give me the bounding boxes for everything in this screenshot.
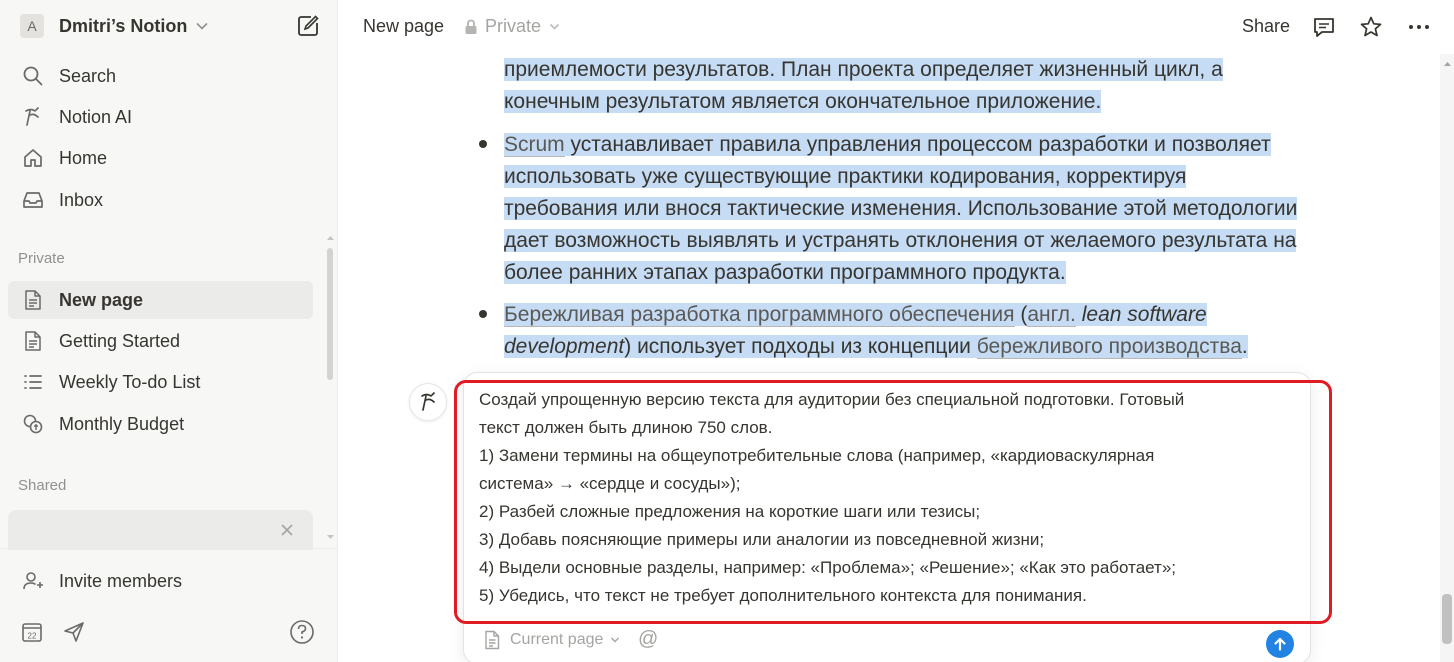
scrum-link[interactable]: Scrum [504, 133, 565, 156]
prompt-text-line[interactable]: 3) Добавь поясняющие примеры или аналогии из повседневной жизни; [479, 530, 1045, 549]
home-icon [20, 145, 46, 171]
sidebar-divider [0, 548, 338, 549]
bullet-line[interactable]: Бережливая разработка программного обеспечения (англ. lean software [504, 303, 1207, 326]
sidebar-item-label: Search [59, 65, 117, 86]
sidebar-item-home[interactable] [8, 139, 313, 177]
sidebar-item-new-page[interactable] [8, 281, 313, 319]
sidebar-scrollbar-thumb[interactable] [327, 248, 333, 380]
bullet-line[interactable]: более ранних этапах разработки программного продукта. [504, 261, 1066, 284]
document-scrollbar-track[interactable] [1440, 54, 1454, 662]
send-button[interactable] [1266, 630, 1294, 658]
bullet-dot [479, 140, 487, 148]
notion-ai-icon[interactable] [409, 383, 447, 421]
inbox-icon [20, 187, 46, 213]
sidebar-item-notion-ai[interactable] [8, 98, 313, 136]
bullet-line[interactable]: использовать уже существующие практики кодирования, корректируя [504, 165, 1187, 188]
document-scrollbar-thumb[interactable] [1442, 594, 1452, 644]
page-icon [20, 328, 46, 354]
lock-icon [464, 19, 478, 35]
sidebar-item-label: Monthly Budget [59, 413, 185, 434]
new-page-icon[interactable] [296, 14, 320, 38]
privacy-label: Private [485, 16, 542, 36]
english-abbr-link[interactable]: англ. [1027, 303, 1076, 326]
shared-callout [8, 510, 313, 550]
scroll-up-arrow-icon[interactable] [1443, 60, 1452, 68]
send-mail-icon[interactable] [60, 618, 88, 646]
sidebar-item-label: Home [59, 147, 108, 168]
comments-icon[interactable] [1311, 14, 1337, 40]
workspace-switcher[interactable] [8, 6, 330, 46]
ai-prompt-footer [463, 624, 1311, 660]
privacy-selector[interactable] [464, 16, 567, 37]
budget-icon [20, 411, 46, 437]
arrow-up-icon [1272, 636, 1288, 652]
notion-ai-icon [20, 104, 46, 130]
list-icon [20, 369, 46, 395]
paragraph-line[interactable]: приемлемости результатов. План проекта определяет жизненный цикл, а [504, 58, 1223, 81]
help-icon[interactable] [288, 618, 316, 646]
prompt-text-line[interactable]: Создай упрощенную версию текста для аудитории без специальной подготовки. Готовый [479, 390, 1185, 409]
prompt-text-line[interactable]: 2) Разбей сложные предложения на короткие шаги или тезисы; [479, 502, 981, 521]
bullet-line[interactable]: дает возможность выявлять и устранять отклонения от желаемого результата на [504, 229, 1297, 252]
bullet-line[interactable]: Scrum устанавливает правила управления процессом разработки и позволяет [504, 133, 1271, 156]
context-selector[interactable] [483, 630, 620, 650]
sidebar-item-getting-started[interactable] [8, 322, 313, 360]
lean-software-link[interactable]: Бережливая разработка программного обеспечения [504, 303, 1015, 326]
prompt-text-line[interactable]: 5) Убедись, что текст не требует дополнительного контекста для понимания. [479, 586, 1087, 605]
workspace-avatar: A [20, 14, 44, 38]
mention-button[interactable]: @ [638, 628, 659, 650]
calendar-day-number: 22 [27, 631, 37, 641]
top-bar [338, 0, 1454, 54]
paragraph-line[interactable]: конечным результатом является окончательное приложение. [504, 90, 1102, 113]
private-section-label[interactable]: Private [18, 250, 65, 267]
favorite-star-icon[interactable] [1358, 14, 1384, 40]
prompt-text-line[interactable]: система» → «сердце и сосуды»); [479, 474, 741, 493]
prompt-text-line[interactable]: текст должен быть длиною 750 слов. [479, 418, 773, 437]
bullet-line[interactable]: development) использует подходы из концепции бережливого производства. [504, 335, 1248, 358]
scroll-down-arrow-icon[interactable] [326, 533, 335, 541]
sidebar [0, 0, 338, 662]
page-icon [20, 287, 46, 313]
sidebar-item-label: Inbox [59, 189, 104, 210]
sidebar-item-label: Notion AI [59, 106, 133, 127]
search-icon [20, 63, 46, 89]
lean-production-link[interactable]: бережливого производства [976, 335, 1242, 358]
add-person-icon [20, 568, 46, 594]
prompt-text-line[interactable]: 1) Замени термины на общеупотребительные слова (например, «кардиоваскулярная [479, 446, 1155, 465]
close-icon[interactable] [279, 522, 295, 538]
share-button[interactable]: Share [1242, 16, 1291, 36]
sidebar-item-monthly-budget[interactable] [8, 405, 313, 443]
context-label: Current page [510, 631, 604, 648]
shared-section-label[interactable]: Shared [18, 477, 67, 494]
invite-members-label: Invite members [59, 570, 183, 591]
chevron-down-icon [610, 635, 620, 645]
invite-members-button[interactable] [8, 562, 313, 600]
chevron-down-icon [549, 21, 560, 32]
scroll-up-arrow-icon[interactable] [326, 234, 335, 242]
sidebar-item-label: New page [59, 289, 144, 310]
page-icon [483, 630, 501, 650]
prompt-text-line[interactable]: 4) Выдели основные разделы, например: «Проблема»; «Решение»; «Как это работает»; [479, 558, 1177, 577]
more-options-icon[interactable] [1406, 14, 1432, 40]
calendar-icon[interactable] [18, 618, 46, 646]
bullet-line[interactable]: требования или внося тактические изменения. Использование этой методологии [504, 197, 1298, 220]
sidebar-item-search[interactable] [8, 57, 313, 95]
sidebar-footer [0, 618, 338, 648]
sidebar-item-label: Getting Started [59, 330, 181, 351]
sidebar-item-weekly-todo[interactable] [8, 363, 313, 401]
workspace-name: Dmitri’s Notion [59, 15, 188, 36]
sidebar-item-inbox[interactable] [8, 181, 313, 219]
bullet-dot [479, 310, 487, 318]
breadcrumb-page-title[interactable]: New page [363, 16, 445, 36]
sidebar-item-label: Weekly To-do List [59, 371, 201, 392]
chevron-down-icon [195, 19, 209, 33]
